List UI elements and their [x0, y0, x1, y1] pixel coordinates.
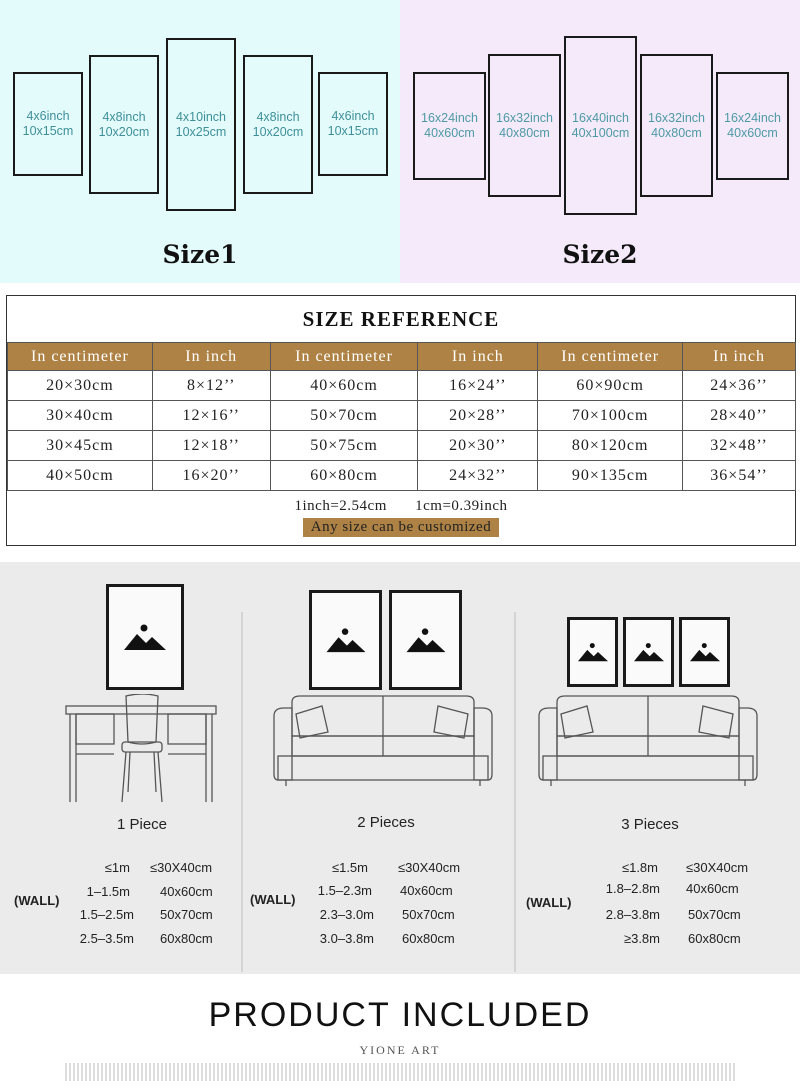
size2-label: Size2: [562, 240, 638, 269]
layout-guide: [0, 562, 800, 974]
table-header-row: [8, 343, 796, 371]
frame-cm-label: 40x80cm: [651, 125, 702, 140]
frame-cm-label: 40x100cm: [571, 125, 630, 140]
table-cell: 30×40cm: [8, 401, 153, 431]
art-size: 40x60cm: [400, 883, 453, 898]
table-cell: 30×45cm: [8, 431, 153, 461]
table-cell: 24×36’’: [683, 371, 796, 401]
frame-inch-label: 16x40inch: [572, 110, 629, 125]
table-row: [8, 401, 796, 431]
table-cell: 50×75cm: [270, 431, 418, 461]
table-cell: 24×32’’: [418, 461, 538, 491]
frame-inch-label: 4x8inch: [256, 109, 300, 124]
size2-frame-4: [640, 54, 713, 197]
frame-inch-label: 16x32inch: [496, 110, 553, 125]
frame-cm-label: 10x15cm: [327, 124, 379, 138]
art-size: 50x70cm: [688, 907, 741, 922]
frame-cm-label: 10x20cm: [98, 124, 150, 139]
size-table: [7, 342, 796, 491]
wall-width: 1.5–2.5m: [79, 907, 134, 922]
table-cell: 50×70cm: [270, 401, 418, 431]
mountain-icon: [124, 623, 166, 651]
art-frame: [623, 617, 674, 687]
art-size: 60x80cm: [688, 931, 741, 946]
table-header: In inch: [683, 343, 796, 371]
frame-inch-label: 4x10inch: [175, 109, 227, 124]
art-frame: [106, 584, 184, 690]
size-reference-table: [6, 295, 796, 546]
mountain-icon: [406, 627, 446, 653]
table-header: In centimeter: [538, 343, 683, 371]
layout-caption: 1 Piece: [116, 816, 168, 833]
layout-caption: 2 Pieces: [357, 814, 415, 831]
table-cell: 8×12’’: [152, 371, 270, 401]
frame-inch-label: 4x6inch: [26, 109, 70, 123]
product-included-heading: PRODUCT INCLUDED: [208, 996, 592, 1034]
frame-cm-label: 10x25cm: [175, 124, 227, 139]
frame-inch-label: 16x24inch: [421, 111, 478, 125]
sofa-icon: [535, 694, 761, 788]
table-row: [8, 431, 796, 461]
table-cell: 20×28’’: [418, 401, 538, 431]
frame-inch-label: 4x8inch: [102, 109, 146, 124]
table-cell: 80×120cm: [538, 431, 683, 461]
art-size: ≤30X40cm: [150, 860, 213, 875]
table-header: In centimeter: [8, 343, 153, 371]
table-cell: 60×90cm: [538, 371, 683, 401]
wall-width: 1.5–2.3m: [317, 883, 372, 898]
art-size: 60x80cm: [402, 931, 455, 946]
wall-label: (WALL): [14, 893, 60, 908]
frame-cm-label: 10x20cm: [252, 124, 304, 139]
size1-label: Size1: [162, 240, 238, 269]
table-cell: 12×18’’: [152, 431, 270, 461]
brand-name: YIONE ART: [359, 1043, 441, 1057]
table-cell: 90×135cm: [538, 461, 683, 491]
art-frame: [309, 590, 382, 690]
frame-cm-label: 40x60cm: [424, 126, 475, 140]
wall-width: ≤1m: [104, 860, 130, 875]
table-cell: 28×40’’: [683, 401, 796, 431]
size-reference-title: SIZE REFERENCE: [302, 307, 500, 331]
art-size: 40x60cm: [160, 884, 213, 899]
table-cell: 40×60cm: [270, 371, 418, 401]
table-header: In inch: [418, 343, 538, 371]
frame-cm-label: 10x15cm: [22, 124, 74, 138]
table-cell: 20×30’’: [418, 431, 538, 461]
size1-panel: [0, 0, 400, 283]
size-reference-footer: [7, 491, 795, 537]
mountain-icon: [578, 642, 608, 662]
wall-width: 3.0–3.8m: [319, 931, 374, 946]
wall-width: 1–1.5m: [86, 884, 130, 899]
size2-frame-5: [716, 72, 789, 180]
frame-cm-label: 40x60cm: [727, 126, 778, 140]
wall-width: 2.8–3.8m: [605, 907, 660, 922]
frame-cm-label: 40x80cm: [499, 125, 550, 140]
table-cell: 70×100cm: [538, 401, 683, 431]
cm-conversion: 1cm=0.39inch: [415, 498, 508, 514]
art-size: ≤30X40cm: [398, 860, 461, 875]
inch-conversion: 1inch=2.54cm: [294, 498, 387, 514]
size1-frame-2: [89, 55, 159, 194]
table-cell: 60×80cm: [270, 461, 418, 491]
layout-caption: 3 Pieces: [621, 816, 679, 833]
table-row: [8, 371, 796, 401]
size2-panel: [400, 0, 800, 283]
frame-inch-label: 16x24inch: [724, 111, 781, 125]
wall-width: 2.5–3.5m: [79, 931, 134, 946]
size1-frame-3: [166, 38, 236, 211]
size2-frame-2: [488, 54, 561, 197]
desk-chair-icon: [64, 694, 220, 804]
table-cell: 36×54’’: [683, 461, 796, 491]
art-size: 40x60cm: [686, 881, 739, 896]
size2-frame-3: [564, 36, 637, 215]
art-size: ≤30X40cm: [686, 860, 749, 875]
wall-width: 1.8–2.8m: [605, 881, 660, 896]
table-cell: 16×20’’: [152, 461, 270, 491]
size1-frame-4: [243, 55, 313, 194]
art-size: 60x80cm: [160, 931, 213, 946]
mountain-icon: [326, 627, 366, 653]
table-cell: 16×24’’: [418, 371, 538, 401]
sofa-icon: [270, 694, 496, 788]
wall-width: ≤1.8m: [621, 860, 658, 875]
table-row: [8, 461, 796, 491]
table-header: In inch: [152, 343, 270, 371]
divider: [514, 612, 516, 972]
size2-frame-1: [413, 72, 486, 180]
custom-size-badge: Any size can be customized: [303, 518, 499, 537]
art-frame: [679, 617, 730, 687]
size1-frame-1: [13, 72, 83, 176]
art-size: 50x70cm: [160, 907, 213, 922]
table-cell: 32×48’’: [683, 431, 796, 461]
table-header: In centimeter: [270, 343, 418, 371]
divider: [241, 612, 243, 972]
table-cell: 20×30cm: [8, 371, 153, 401]
mountain-icon: [690, 642, 720, 662]
wall-width: ≤1.5m: [331, 860, 368, 875]
wall-width: ≥3.8m: [623, 931, 660, 946]
frame-inch-label: 4x6inch: [331, 109, 375, 123]
table-cell: 40×50cm: [8, 461, 153, 491]
size1-frame-5: [318, 72, 388, 176]
wall-label: (WALL): [250, 892, 296, 907]
wall-label: (WALL): [526, 895, 572, 910]
wall-width: 2.3–3.0m: [319, 907, 374, 922]
mountain-icon: [634, 642, 664, 662]
table-cell: 12×16’’: [152, 401, 270, 431]
art-size: 50x70cm: [402, 907, 455, 922]
art-frame: [389, 590, 462, 690]
conversion-line: [7, 498, 795, 515]
decorative-pattern: [65, 1063, 735, 1081]
frame-inch-label: 16x32inch: [648, 110, 705, 125]
art-frame: [567, 617, 618, 687]
